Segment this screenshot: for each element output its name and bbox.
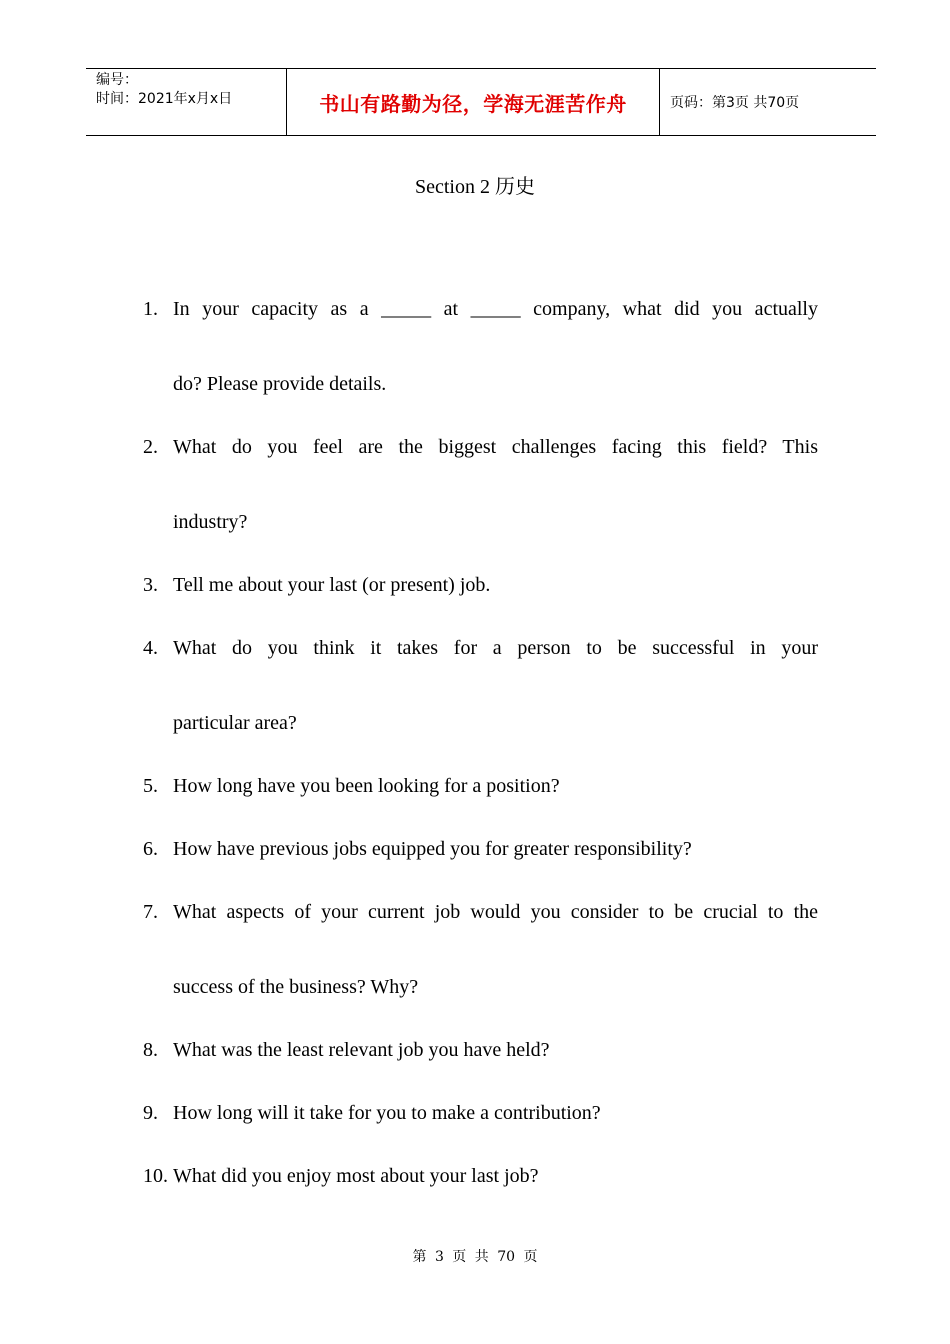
question-number: 2. [143, 436, 158, 458]
question-item [143, 769, 818, 803]
question-text: How have previous jobs equipped you for greater responsibility? [173, 838, 692, 860]
question-item [143, 430, 818, 539]
question-item [143, 895, 818, 1004]
question-number: 6. [143, 838, 158, 860]
question-text: What was the least relevant job you have held? [173, 1039, 550, 1061]
header-meta-cell [86, 69, 287, 135]
question-text: In your capacity as a _____ at _____ company, what did you actually do? Please provide details. [173, 298, 818, 395]
question-item [143, 832, 818, 866]
question-number: 9. [143, 1102, 158, 1124]
question-item [143, 1033, 818, 1067]
question-number: 4. [143, 637, 158, 659]
page-header [86, 68, 876, 136]
question-list [143, 292, 818, 1193]
question-item [143, 292, 818, 401]
question-number: 5. [143, 775, 158, 797]
question-item [143, 568, 818, 602]
question-item [143, 631, 818, 740]
question-number: 3. [143, 574, 158, 596]
serial-label: 编号： [96, 72, 138, 88]
section-title: Section 2 历史 [415, 176, 535, 198]
question-number: 7. [143, 901, 158, 923]
time-label: 时间：2021年x月x日 [96, 91, 233, 107]
question-number: 1. [143, 298, 158, 320]
header-page-info: 页码：第3页 共70页 [670, 95, 800, 111]
question-item [143, 1096, 818, 1130]
question-text: What did you enjoy most about your last job? [173, 1165, 539, 1187]
question-item [143, 1159, 818, 1193]
question-text: What do you think it takes for a person to be successful in your particular area? [173, 637, 818, 734]
header-motto: 书山有路勤为径，学海无涯苦作舟 [287, 69, 660, 135]
question-number: 8. [143, 1039, 158, 1061]
question-text: How long will it take for you to make a contribution? [173, 1102, 601, 1124]
question-text: How long have you been looking for a position? [173, 775, 560, 797]
question-text: What do you feel are the biggest challenges facing this field? This industry? [173, 436, 818, 533]
question-text: Tell me about your last (or present) job. [173, 574, 491, 596]
question-number: 10. [143, 1165, 168, 1187]
question-text: What aspects of your current job would you consider to be crucial to the success of the business? Why? [173, 901, 818, 998]
page-footer: 第 3 页 共 70 页 [412, 1249, 538, 1265]
